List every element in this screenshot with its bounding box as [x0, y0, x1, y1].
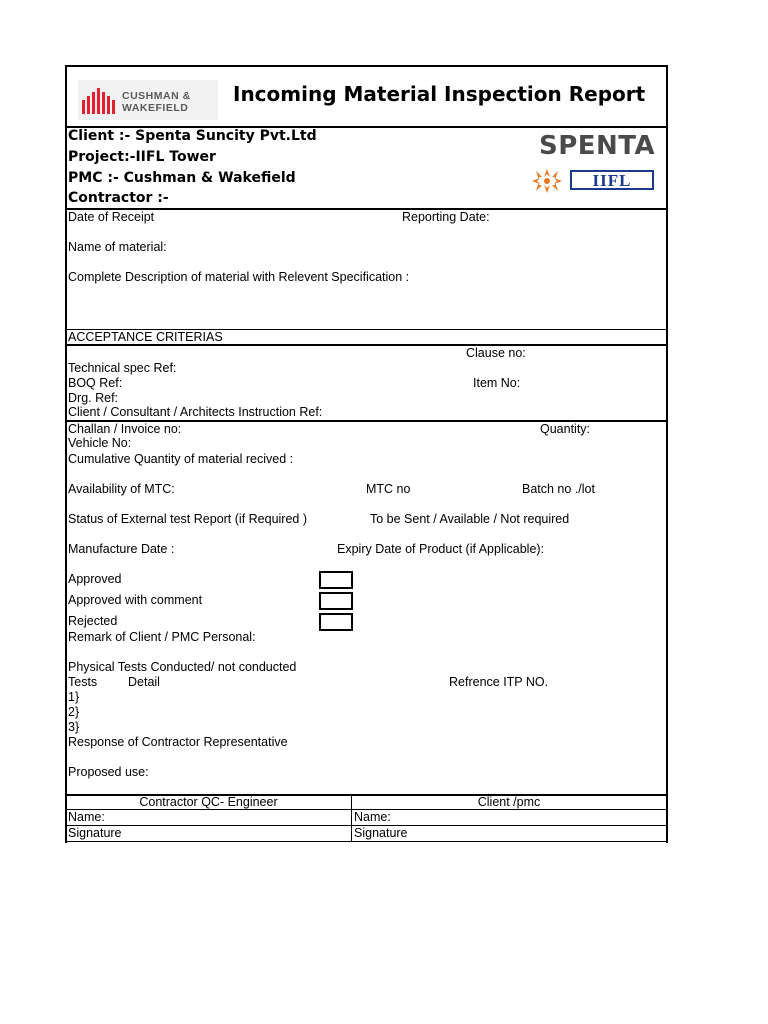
test-1-label: 1} [68, 690, 80, 704]
date-of-receipt-label: Date of Receipt [68, 210, 155, 224]
expiry-date-label: Expiry Date of Product (if Applicable): [337, 542, 545, 556]
name-of-material-label: Name of material: [68, 240, 167, 254]
reporting-date-label: Reporting Date: [402, 210, 490, 224]
client-name-label: Name: [354, 810, 391, 824]
client-pmc-heading: Client /pmc [477, 795, 541, 809]
spenta-logo: SPENTA [539, 131, 656, 161]
project-line: Project:-IIFL Tower [68, 149, 216, 165]
instruction-ref-label: Client / Consultant / Architects Instruction Ref: [68, 405, 323, 419]
external-test-options: To be Sent / Available / Not required [370, 512, 570, 526]
logo-text-line2: WAKEFIELD [122, 102, 189, 114]
contractor-signature-label: Signature [68, 826, 122, 840]
physical-tests-label: Physical Tests Conducted/ not conducted [68, 660, 297, 674]
mtc-no-label: MTC no [366, 482, 411, 496]
item-no-label: Item No: [473, 376, 521, 390]
iifl-wordmark-text: IIFL [592, 171, 632, 190]
proposed-use-label: Proposed use: [68, 765, 149, 779]
pmc-line: PMC :- Cushman & Wakefield [68, 170, 296, 186]
rejected-checkbox[interactable] [319, 613, 353, 631]
detail-label: Detail [128, 675, 160, 689]
acceptance-heading: ACCEPTANCE CRITERIAS [68, 330, 223, 344]
approved-label: Approved [68, 572, 122, 586]
challan-label: Challan / Invoice no: [68, 422, 182, 436]
batch-no-label: Batch no ./lot [522, 482, 595, 496]
iifl-emblem-icon [530, 168, 564, 194]
building-bars-icon [82, 88, 116, 114]
external-test-label: Status of External test Report (if Required ) [68, 512, 307, 526]
boq-ref-label: BOQ Ref: [68, 376, 123, 390]
cushman-wakefield-logo [78, 80, 218, 120]
logo-text-line1: CUSHMAN & [122, 90, 191, 102]
info-divider [65, 208, 668, 210]
iifl-wordmark [570, 170, 654, 190]
acceptance-heading-divider [65, 344, 668, 346]
contractor-qc-heading: Contractor QC- Engineer [139, 795, 278, 809]
vehicle-no-label: Vehicle No: [68, 436, 132, 450]
client-signature-label: Signature [354, 826, 408, 840]
technical-spec-label: Technical spec Ref: [68, 361, 177, 375]
approved-with-comment-checkbox[interactable] [319, 592, 353, 610]
test-3-label: 3} [68, 720, 80, 734]
remark-label: Remark of Client / PMC Personal: [68, 630, 256, 644]
rejected-label: Rejected [68, 614, 118, 628]
tests-label: Tests [68, 675, 98, 689]
frame-right [666, 65, 668, 843]
iifl-logo [530, 168, 656, 194]
response-label: Response of Contractor Representative [68, 735, 288, 749]
description-label: Complete Description of material with Relevent Specification : [68, 270, 410, 284]
cumulative-quantity-label: Cumulative Quantity of material recived : [68, 452, 294, 466]
report-title: Incoming Material Inspection Report [233, 82, 646, 106]
drg-ref-label: Drg. Ref: [68, 391, 119, 405]
frame-top [65, 65, 668, 67]
frame-bottom [65, 841, 668, 842]
mtc-availability-label: Availability of MTC: [68, 482, 175, 496]
approved-checkbox[interactable] [319, 571, 353, 589]
test-2-label: 2} [68, 705, 80, 719]
frame-left [65, 65, 67, 843]
itp-no-label: Refrence ITP NO. [449, 675, 549, 689]
contractor-name-label: Name: [68, 810, 105, 824]
contractor-line: Contractor :- [68, 190, 169, 206]
approved-with-comment-label: Approved with comment [68, 593, 203, 607]
clause-no-label: Clause no: [466, 346, 526, 360]
manufacture-date-label: Manufacture Date : [68, 542, 175, 556]
client-line: Client :- Spenta Suncity Pvt.Ltd [68, 128, 317, 144]
quantity-label: Quantity: [540, 422, 591, 436]
